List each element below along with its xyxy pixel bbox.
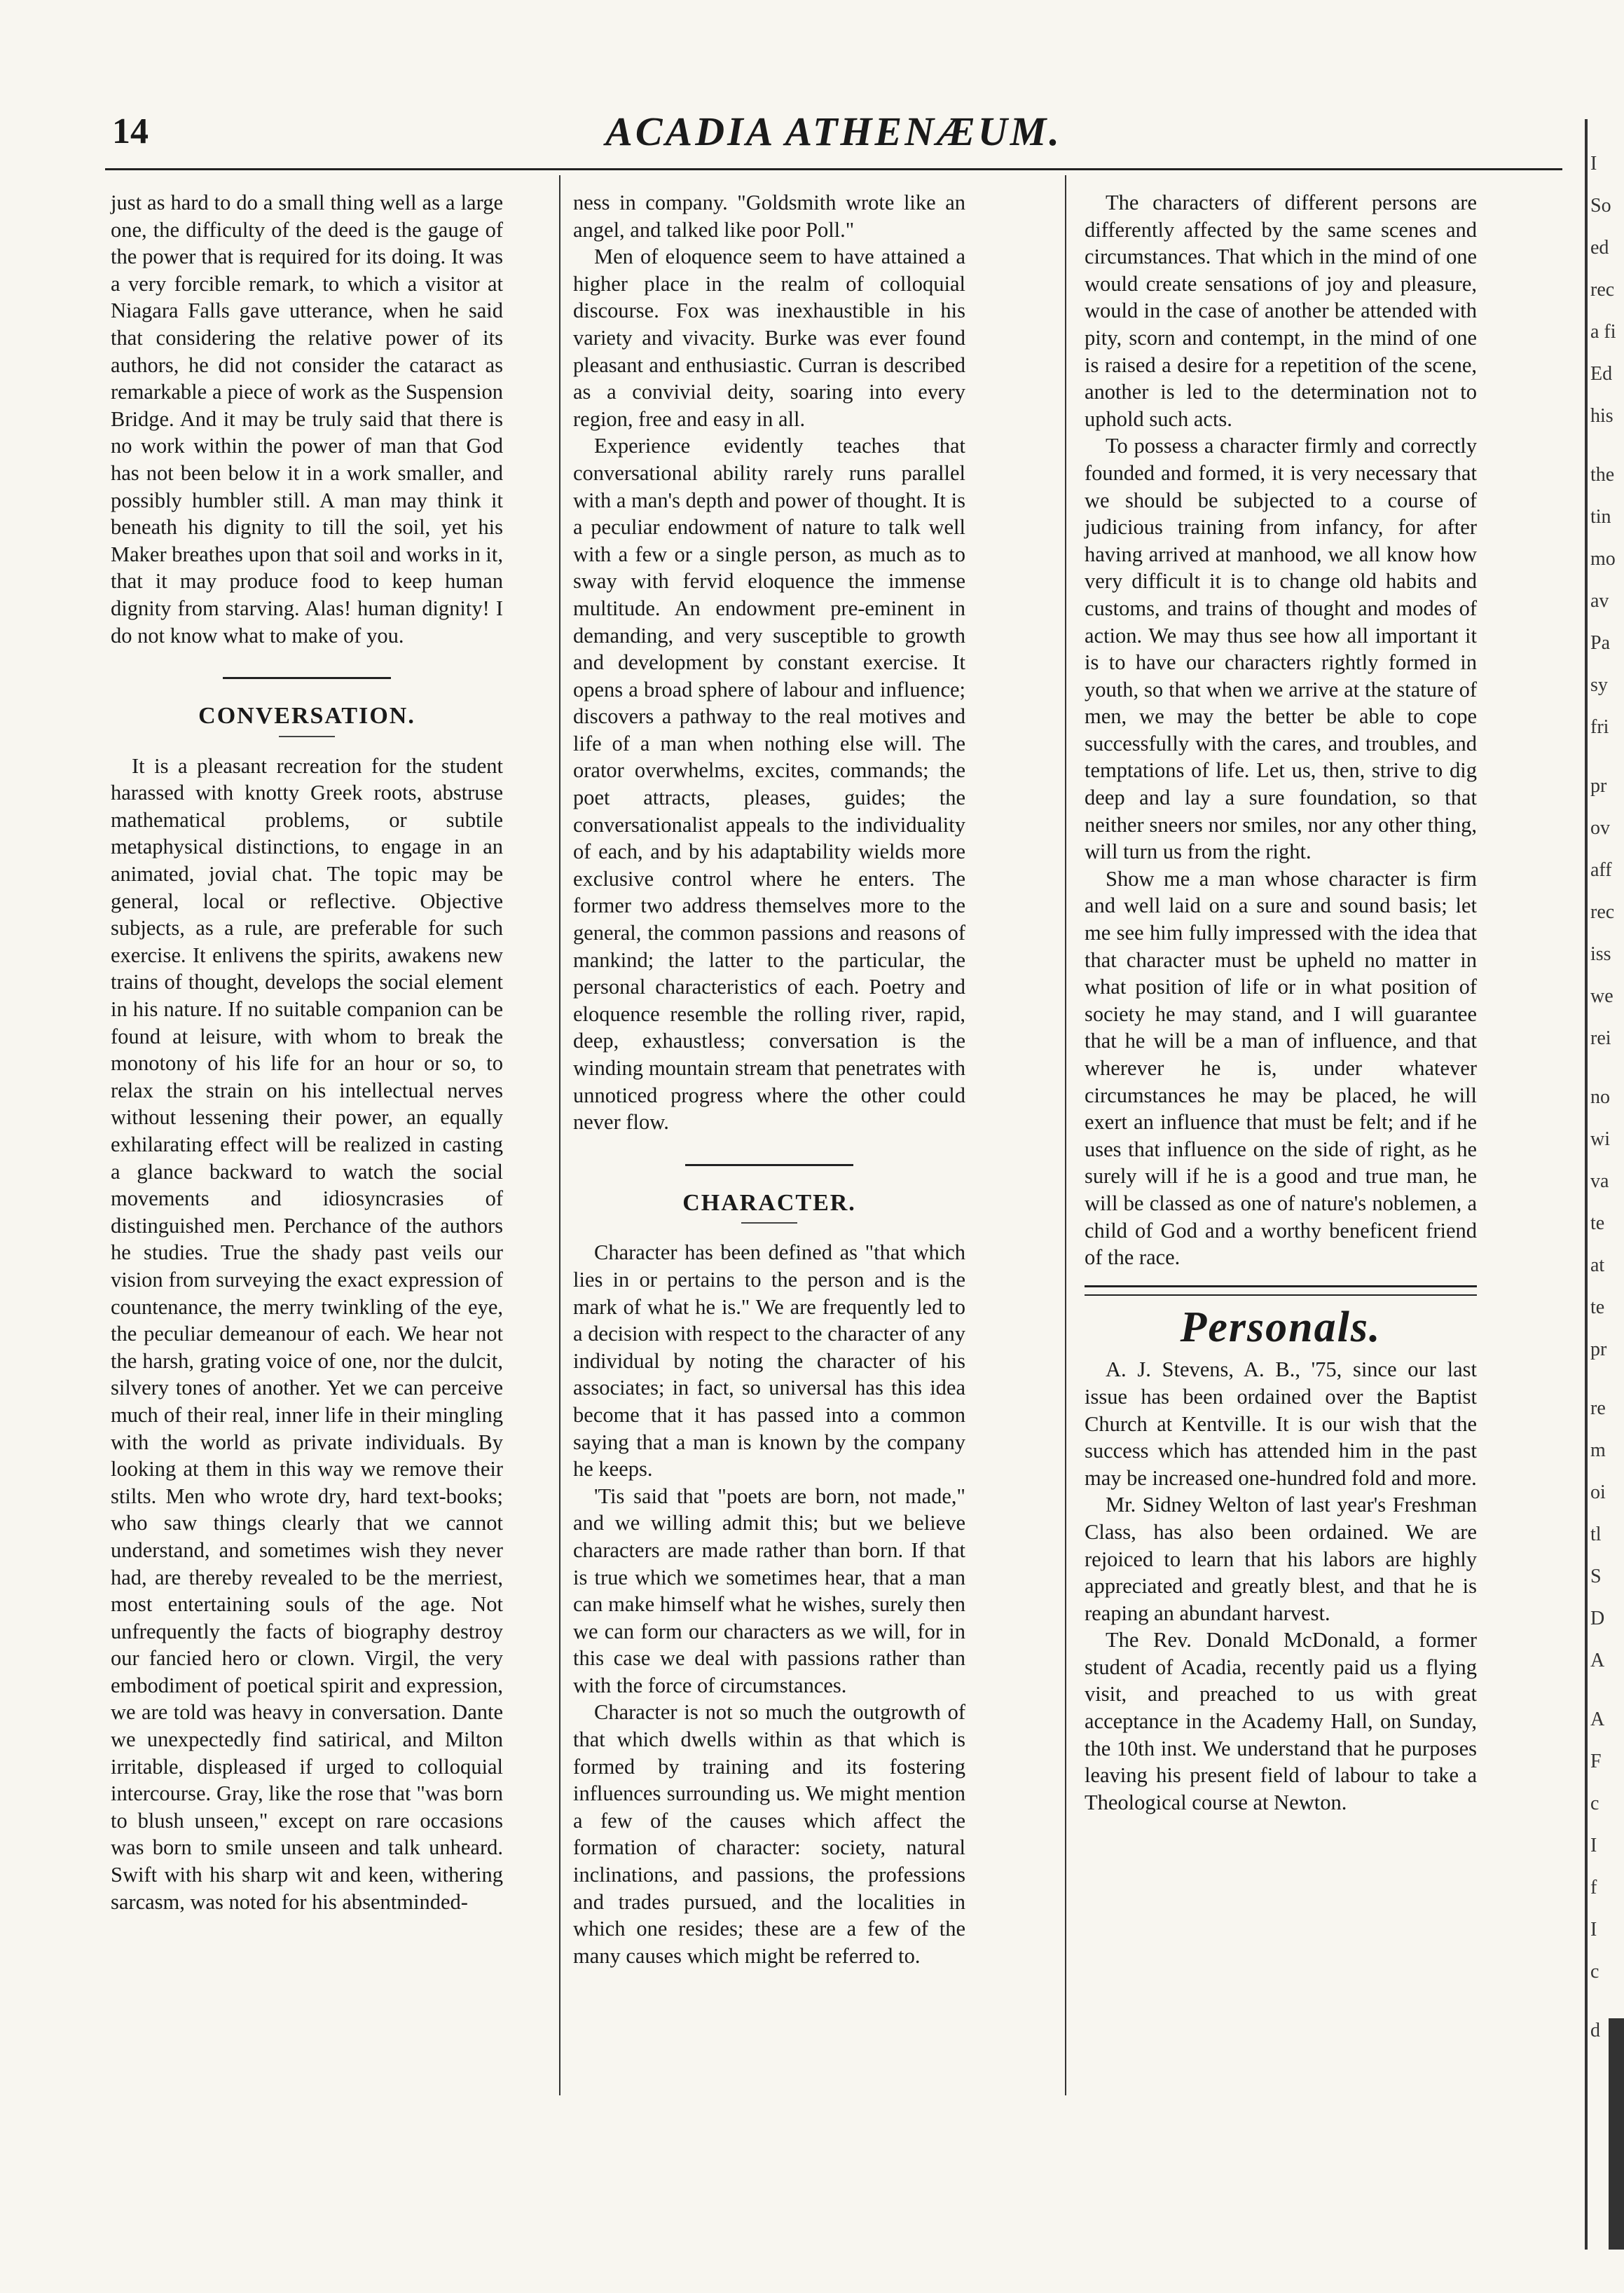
conversation-continued-paragraph: ness in company. "Goldsmith wrote like an angel, and talked like poor Poll." bbox=[573, 191, 965, 242]
column-2 bbox=[573, 189, 965, 1969]
heading-underline bbox=[279, 736, 335, 737]
facing-page-fragment: no bbox=[1590, 1086, 1610, 1108]
facing-page-fragment: Pa bbox=[1590, 632, 1610, 654]
facing-page-fragment: the bbox=[1590, 464, 1615, 486]
facing-page-fragment: rec bbox=[1590, 279, 1615, 301]
facing-page-fragment: wi bbox=[1590, 1128, 1610, 1150]
facing-page-fragment: c bbox=[1590, 1961, 1599, 1983]
facing-page-fragment: ov bbox=[1590, 817, 1610, 839]
conversation-paragraph: Experience evidently teaches that conversational ability rarely runs parallel with a man's depth and power of thought. It is a peculiar endowment of nature to talk well with a few or a single person, as much as to sway with fervid eloquence the immense multitude. An endowment pre-eminent in demanding, and very susceptible to growth and development by constant exercise. It opens a broad sphere of labour and influence; discovers a pathway to the real motives and life of a man when nothing else will. The orator overwhelms, excites, commands; the poet attracts, pleases, guides; the conversationalist appeals to the individuality of each, and by his adaptability wields more exclusive control where he enters. The former two address themselves more to the general, the common passions and reasons of mankind; the latter to the particular, the personal characteristics of each. Poetry and eloquence resemble the rolling river, rapid, deep, exhaustless; conversation is the winding mountain stream that penetrates with unnoticed progress where the other could never flow. bbox=[573, 434, 965, 1135]
facing-page-fragment: iss bbox=[1590, 943, 1611, 965]
facing-page-fragment: mo bbox=[1590, 548, 1616, 570]
personals-paragraph: The Rev. Donald McDonald, a former student of Acadia, recently paid us a flying visit, and preached to us with great acceptance in the Academy Hall, on Sunday, the 10th inst. We understand that he purposes leaving his present field of labour to take a Theological course at Newton. bbox=[1085, 1628, 1477, 1814]
facing-page-fragment: D bbox=[1590, 1608, 1605, 1629]
section-double-rule bbox=[1085, 1285, 1477, 1296]
page-header bbox=[105, 105, 1562, 168]
facing-page-fragment: rei bbox=[1590, 1027, 1611, 1049]
intro-paragraph: just as hard to do a small thing well as a large one, the difficulty of the deed is the gauge of the power that is required for its doing. It was a very forcible remark, to which a visitor at Niagara Falls gave utterance, when he said that considering the relative power of its authors, he did not consider the cataract as remarkable a piece of work as the Suspension Bridge. And it may be truly said that there is no work within the power of man that God has not been below it in a work smaller, and possibly humbler still. A man may think it beneath his dignity to till the soil, yet his Maker breathes upon that soil and works in it, that it may produce food to keep human dignity from starving. Alas! human dignity! I do not know what to make of you. bbox=[111, 191, 503, 648]
journal-title: ACADIA ATHENÆUM. bbox=[605, 109, 1062, 154]
facing-page-fragment: c bbox=[1590, 1793, 1599, 1814]
personals-paragraph: A. J. Stevens, A. B., '75, since our last issue has been ordained over the Baptist Church at Kentville. It is our wish that the success which has attended him in the past may be increased one-hundred fold and more. bbox=[1085, 1357, 1477, 1490]
facing-page-fragment: tl bbox=[1590, 1524, 1602, 1545]
facing-page-fragments bbox=[1569, 119, 1624, 2222]
facing-page-fragment: S bbox=[1590, 1566, 1602, 1587]
character-paragraph: 'Tis said that "poets are born, not made," and we willing admit this; but we believe characters are made rather than born. If that is true which we sometimes hear, that a man can make himself what he wishes, surely then we can form our characters as we will, for in this case we deal with passions rather than with the force of circumstances. bbox=[573, 1484, 965, 1697]
page-number: 14 bbox=[112, 111, 149, 151]
facing-page-fragment: So bbox=[1590, 195, 1611, 217]
facing-page-fragment: I bbox=[1590, 153, 1597, 174]
personals-paragraph: Mr. Sidney Welton of last year's Freshman Class, has also been ordained. We are rejoiced to learn that his labors are highly appreciated and greatly blest, and that he is reaping an abundant harvest. bbox=[1085, 1493, 1477, 1625]
column-3 bbox=[1085, 189, 1477, 1816]
character-paragraph: To possess a character firmly and correctly founded and formed, it is very necessary that we should be subjected to a course of judicious training from infancy, for after having arrived at manhood, we all know how very difficult it is to change old habits and customs, and trains of thought and modes of action. We may thus see how all important it is to have our characters rightly formed in youth, so that when we arrive at the stature of men, we may the better be able to cope successfully with the cares, and troubles, and temptations of life. Let us, then, strive to dig deep and lay a sure foundation, so that neither sneers nor smiles, nor any other thing, will turn us from the right. bbox=[1085, 434, 1477, 864]
facing-page-fragment: te bbox=[1590, 1296, 1605, 1318]
column-divider-2 bbox=[1065, 175, 1066, 2095]
facing-page-fragment: av bbox=[1590, 590, 1609, 612]
facing-page-fragment: I bbox=[1590, 1919, 1597, 1941]
column-divider-1 bbox=[559, 175, 560, 2095]
facing-page-fragment: aff bbox=[1590, 859, 1612, 881]
facing-page-fragment: F bbox=[1590, 1751, 1602, 1772]
character-paragraph: The characters of different persons are differently affected by the same scenes and circumstances. That which in the mind of one would create sensations of joy and pleasure, would in the case of another be attended with pity, scorn and contempt, in the mind of one is raised a desire for a repetition of the scene, another is led to the determination not to uphold such acts. bbox=[1085, 191, 1477, 431]
facing-page-fragment: I bbox=[1590, 1835, 1597, 1856]
facing-page-fragment: sy bbox=[1590, 674, 1608, 696]
character-heading: CHARACTER. bbox=[682, 1189, 856, 1216]
facing-page-fragment: rec bbox=[1590, 901, 1615, 923]
facing-page-fragment: tin bbox=[1590, 506, 1611, 528]
facing-page-fragment: A bbox=[1590, 1709, 1605, 1730]
personals-heading: Personals. bbox=[1180, 1303, 1382, 1351]
section-divider bbox=[685, 1164, 853, 1166]
facing-page-fragment: te bbox=[1590, 1212, 1605, 1234]
facing-page-fragment: pr bbox=[1590, 1339, 1607, 1360]
facing-page-fragment: re bbox=[1590, 1397, 1606, 1419]
character-paragraph: Show me a man whose character is firm and well laid on a sure and sound basis; let me see him fully impressed with the idea that that character must be upheld no matter in what position of life or in what position of society he may stand, and I will guarantee that he will be a man of influence, and that wherever he is, under whatever circumstances he may be placed, he will exert an influence that must be felt; and if he uses that influence on the side of right, as he surely will if he is a good and true man, he will be classed as one of nature's noblemen, a child of God and a worthy beneficent friend of the race. bbox=[1085, 866, 1477, 1270]
facing-page-fragment: his bbox=[1590, 405, 1613, 427]
facing-page-fragment: at bbox=[1590, 1254, 1605, 1276]
facing-page-fragment: fri bbox=[1590, 716, 1609, 738]
column-1 bbox=[111, 189, 503, 1915]
facing-page-fragment: A bbox=[1590, 1650, 1605, 1671]
facing-page-fragment: we bbox=[1590, 985, 1613, 1007]
conversation-heading: CONVERSATION. bbox=[198, 703, 415, 730]
facing-page-fragment: a fi bbox=[1590, 321, 1616, 343]
facing-page-fragment: oi bbox=[1590, 1481, 1606, 1503]
heading-underline bbox=[741, 1222, 797, 1224]
facing-page-fragment: d bbox=[1590, 2020, 1600, 2041]
header-rule bbox=[105, 168, 1562, 170]
facing-page-fragment: f bbox=[1590, 1877, 1597, 1898]
facing-page-fragment: m bbox=[1590, 1439, 1606, 1461]
facing-page-fragment: pr bbox=[1590, 775, 1607, 797]
conversation-paragraph: Men of eloquence seem to have attained a higher place in the realm of colloquial discourse. Fox was inexhaustible in his variety and vivacity. Burke was ever found pleasant and enthusiastic. Curran is described as a convivial deity, soaring into every region, free and easy in all. bbox=[573, 245, 965, 431]
conversation-paragraph: It is a pleasant recreation for the student harassed with knotty Greek roots, abstruse mathematical problems, or subtile metaphysical distinctions, to engage in an animated, jovial chat. The topic may be general, local or reflective. Objective subjects, as a rule, are preferable for such exercise. It enlivens the spirits, awakens new trains of thought, develops the social element in his nature. If no suitable companion can be found at leisure, with whom to break the monotony of his life for an hour or so, to relax the strain on his intellectual nerves without lessening their power, an equally exhilarating effect will be realized in casting a glance backward to watch the social movements and idiosyncrasies of distinguished men. Perchance of the authors he studies. True the shady past veils our vision from surveying the exact expression of countenance, the merry twinkling of the eye, the peculiar demeanour of each. We hear not the harsh, grating voice of one, nor the dulcit, silvery tones of another. Yet we can perceive much of their real, inner life in their mingling with the world as private individuals. By looking at them in this way we remove their stilts. Men who wrote dry, hard text-books; who saw things clearly that we cannot understand, and sometimes wish they never had, are thereby revealed to be the merriest, most entertaining souls of the age. Not unfrequently the facts of biography destroy our fancied hero or clown. Virgil, the very embodiment of poetical spirit and expression, we are told was heavy in conversation. Dante we unexpectedly find satirical, and Milton irritable, displeased if urged to colloquial intercourse. Gray, like the rose that "was born to blush unseen," except on rare occasions was born to smile unseen and talk unheard. Swift with his sharp wit and keen, withering sarcasm, was noted for his absentminded- bbox=[111, 753, 503, 1914]
character-paragraph: Character is not so much the outgrowth of that which dwells within as that which is formed by training and its fostering influences surrounding us. We might mention a few of the causes which affect the formation of character: society, natural inclinations, and passions, the professions and trades pursued, and the localities in which one resides; these are a few of the many causes which might be referred to. bbox=[573, 1700, 965, 1968]
facing-page-fragment: ed bbox=[1590, 237, 1609, 259]
facing-page-fragment: va bbox=[1590, 1170, 1609, 1192]
facing-page-fragment: Ed bbox=[1590, 363, 1613, 385]
section-divider bbox=[223, 677, 391, 679]
character-paragraph: Character has been defined as "that which lies in or pertains to the person and is the mark of what he is." We are frequently led to a decision with respect to the character of any individual by noting the character of his associates; in fact, so universal has this idea become that it has passed into a common saying that a man is known by the company he keeps. bbox=[573, 1240, 965, 1481]
